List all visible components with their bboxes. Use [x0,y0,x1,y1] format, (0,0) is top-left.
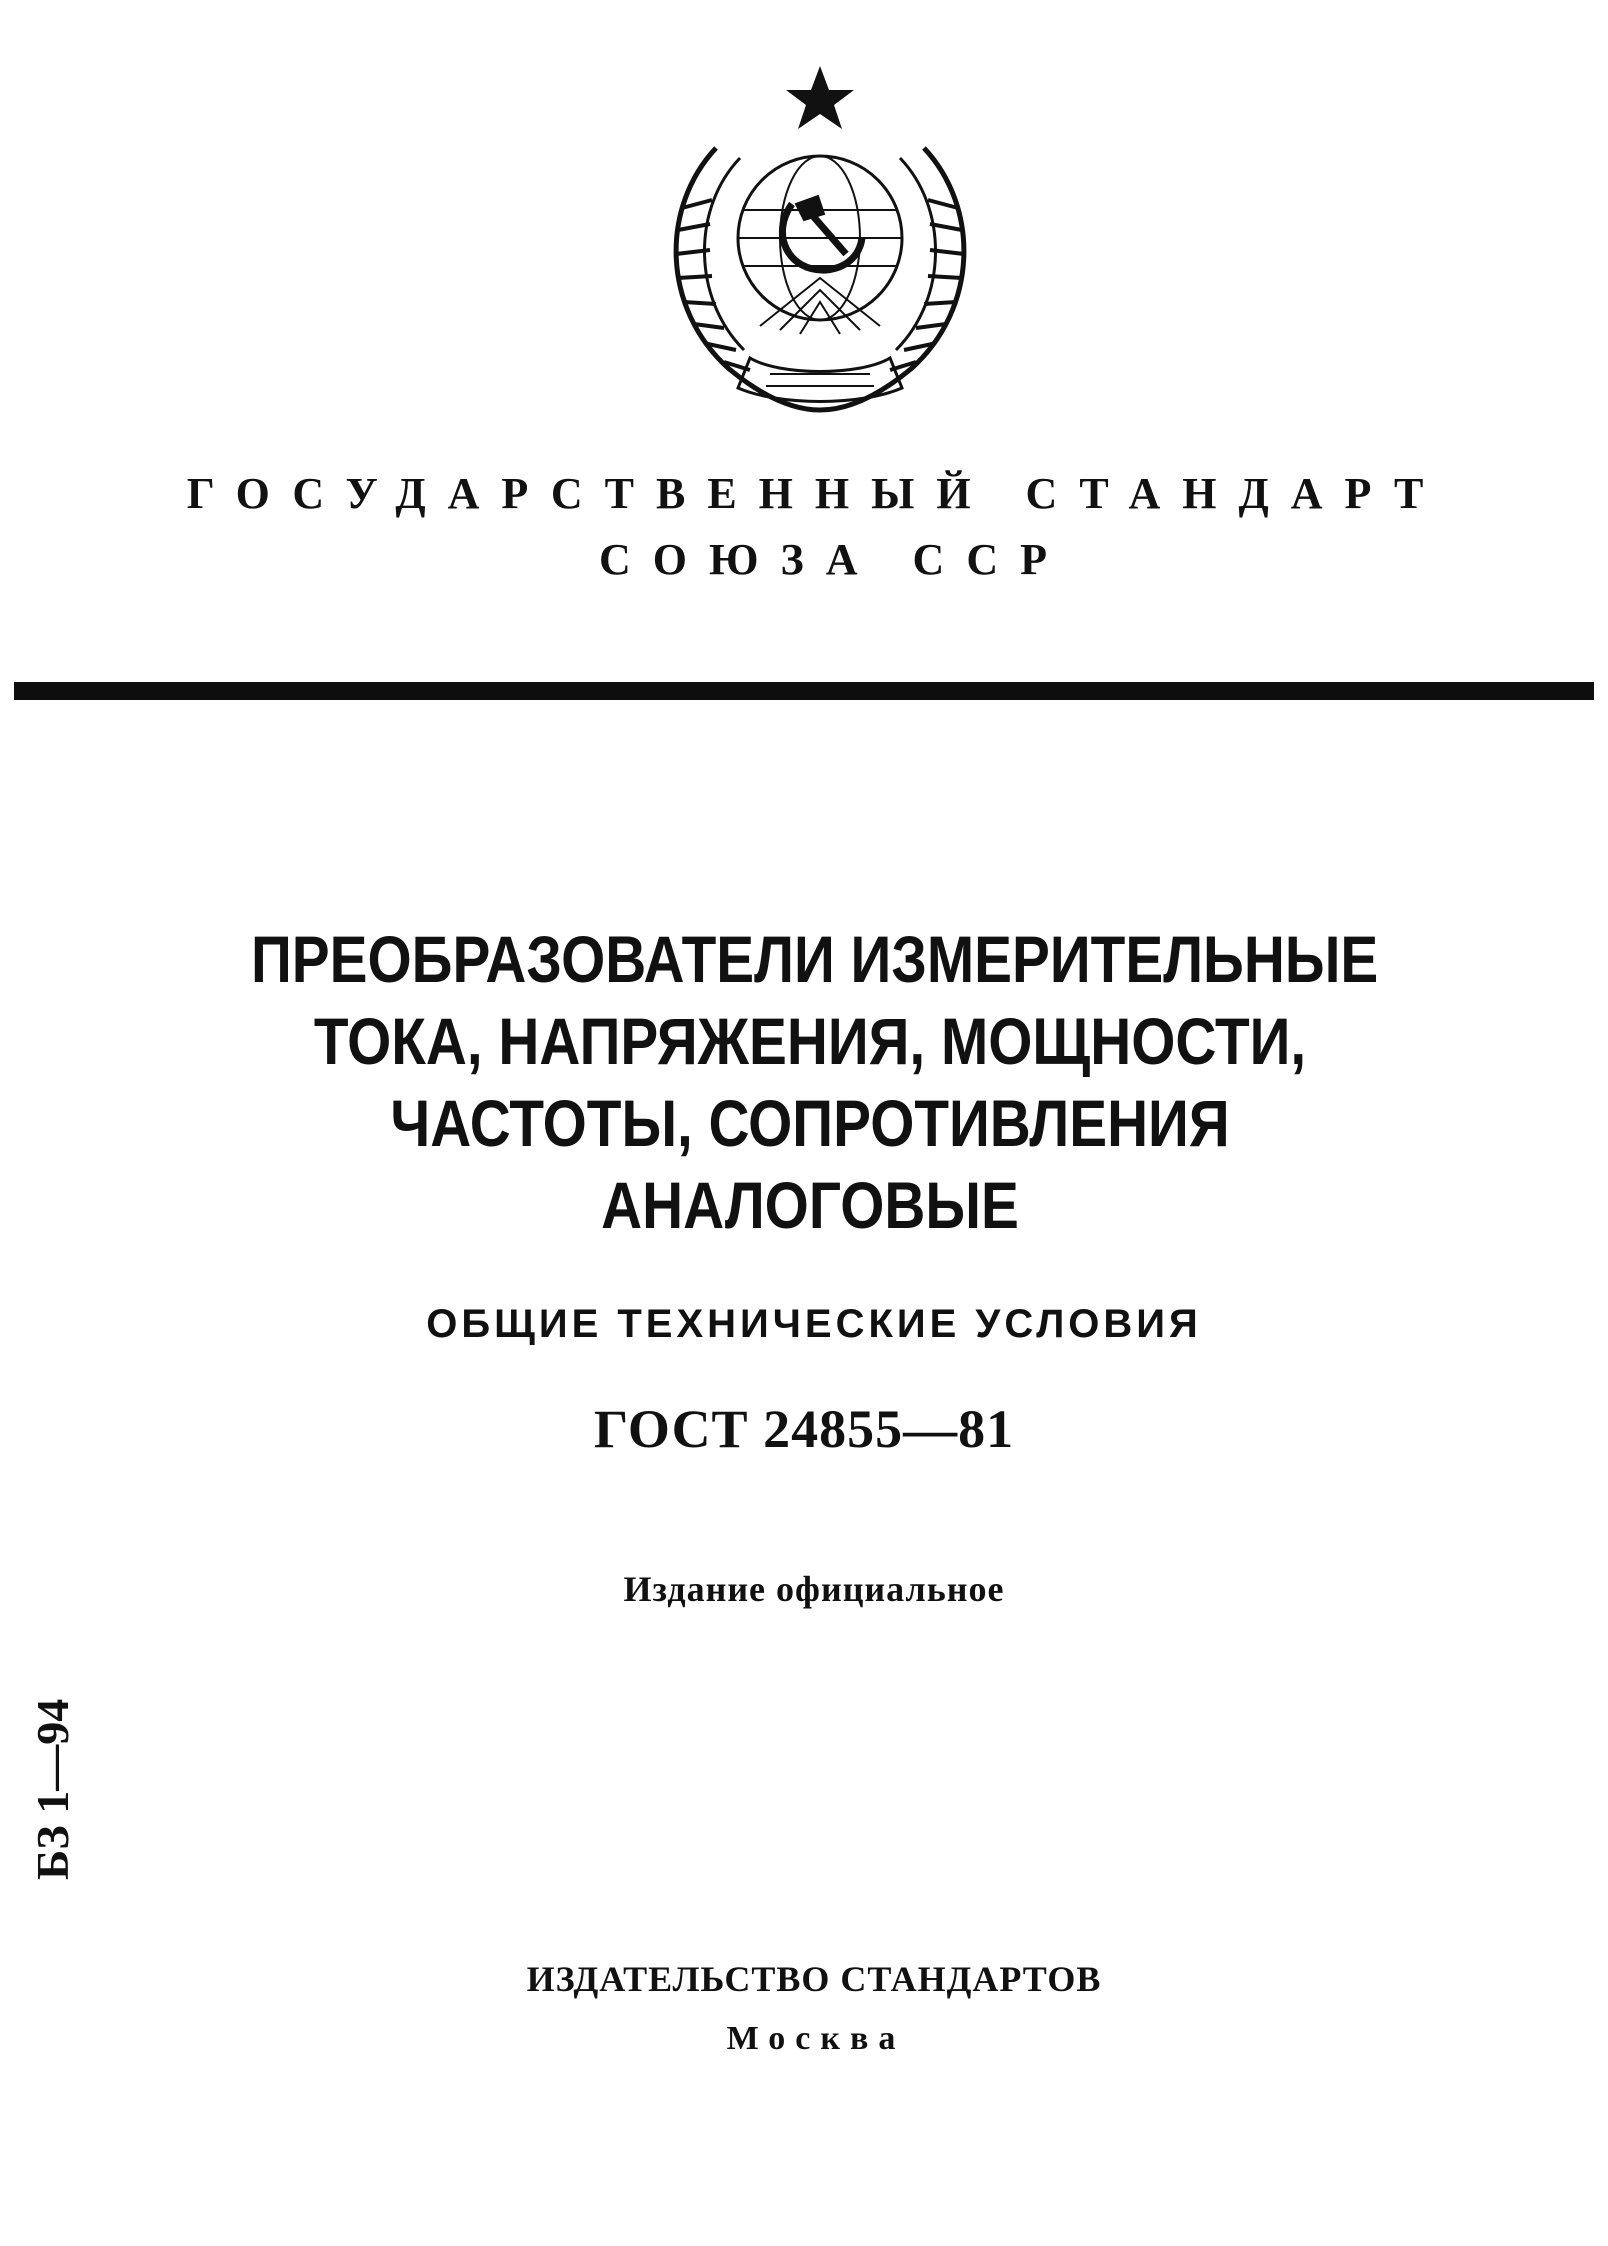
divider-rule [14,682,1594,700]
document-title [251,918,1379,1246]
ussr-state-emblem-icon [620,58,1020,428]
standard-number: ГОСТ 24855—81 [593,1399,1015,1459]
title-line: ПРЕОБРАЗОВАТЕЛИ ИЗМЕРИТЕЛЬНЫЕ [251,922,1379,996]
publisher-city: Москва [726,2020,906,2057]
document-subtitle: ОБЩИЕ ТЕХНИЧЕСКИЕ УСЛОВИЯ [426,1302,1202,1346]
publisher-name: ИЗДАТЕЛЬСТВО СТАНДАРТОВ [526,1959,1102,1999]
edition-note: Издание официальное [623,1569,1005,1609]
header-ussr: СОЮЗА ССР [599,535,1069,584]
header-state-standard: ГОСУДАРСТВЕННЫЙ СТАНДАРТ [186,469,1446,518]
title-line: ЧАСТОТЫ, СОПРОТИВЛЕНИЯ [390,1086,1230,1160]
side-code: БЗ 1—94 [27,1698,78,1880]
title-line: АНАЛОГОВЫЕ [601,1168,1019,1242]
title-line: ТОКА, НАПРЯЖЕНИЯ, МОЩНОСТИ, [313,1004,1307,1078]
